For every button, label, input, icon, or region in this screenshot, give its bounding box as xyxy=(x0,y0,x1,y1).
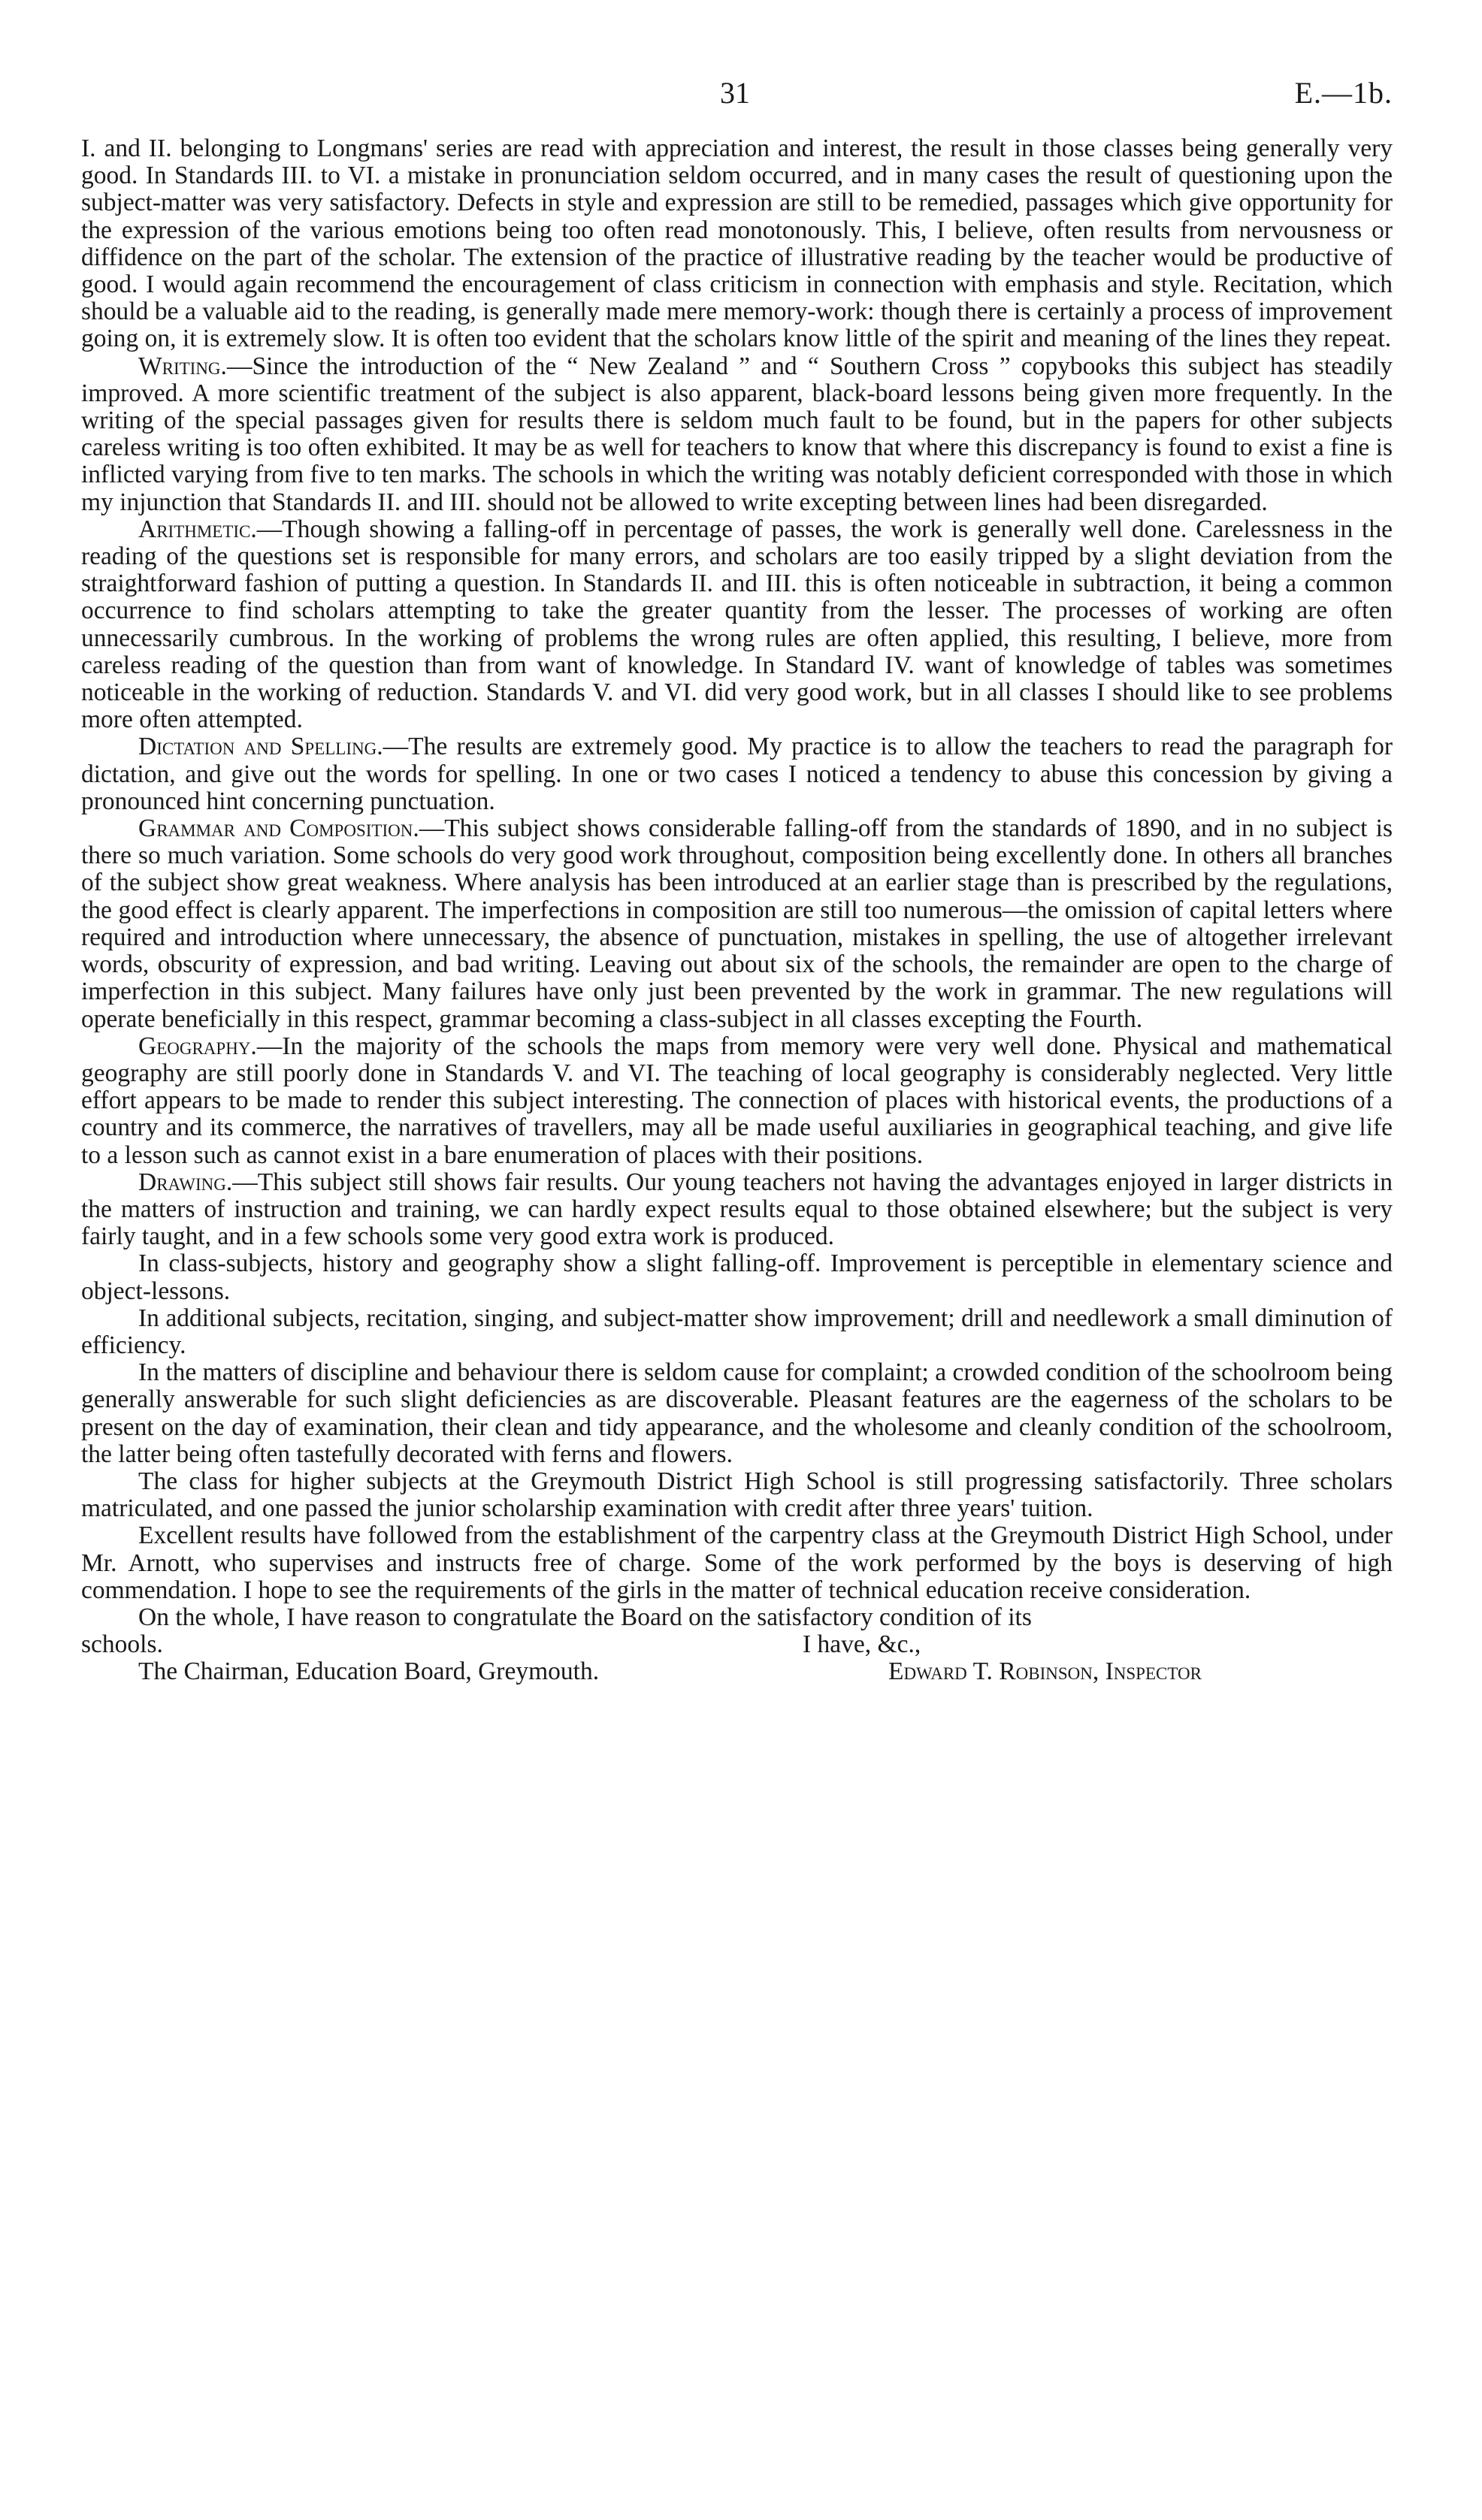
paragraph-discipline: In the matters of discipline and behaviour there is seldom cause for complaint; a crowded condition of the schoolroom being generally answerable for such slight deficiencies as are discoverable. Pleasant features are the eagerness of the scholars to be present on the day of examination, their clean and tidy appearance, and the wholesome and cleanly condition of the schoolroom, the latter being often tastefully decorated with ferns and flowers. xyxy=(81,1358,1393,1468)
section-text: —Since the introduction of the “ New Zealand ” and “ Southern Cross ” copybooks this subject has steadily improved. A more scientific treatment of the subject is also apparent, black-board lessons being given more frequently. In the writing of the special passages given for results there is seldom much fault to be found, but in the papers for other subjects careless writing is too often exhibited. It may be as well for teachers to know that where this discrepancy is found to exist a fine is inflicted varying from five to ten marks. The schools in which the writing was notably deficient corresponded with those in which my injunction that Standards II. and III. should not be allowed to write excepting between lines had been disregarded. xyxy=(81,352,1393,516)
intro-paragraph: I. and II. belonging to Longmans' series are read with appreciation and interest, the result in those classes being generally very good. In Standards III. to VI. a mistake in pronunciation seldom occurred, and in many cases the result of questioning upon the subject-matter was very satisfactory. Defects in style and expression are still to be remedied, passages which give opportunity for the expression of the various emotions being too often read monotonously. This, I believe, often results from nervousness or diffidence on the part of the scholar. The extension of the practice of illustrative reading by the teacher would be productive of good. I would again recommend the encouragement of class criticism in connection with emphasis and style. Recitation, which should be a valuable aid to the reading, is generally made mere memory-work: though there is certainly a process of improvement going on, it is extremely slow. It is often too evident that the scholars know little of the spirit and meaning of the lines they repeat. xyxy=(81,134,1393,353)
section-heading: Writing. xyxy=(138,352,227,380)
paragraph-higher-subjects: The class for higher subjects at the Greymouth District High School is still progressing satisfactorily. Three scholars matriculated, and one passed the junior scholarship examination with credit after three years' tuition. xyxy=(81,1467,1393,1523)
paragraph-class-subjects: In class-subjects, history and geography show a slight falling-off. Improvement is perceptible in elementary science and object-lessons. xyxy=(81,1249,1393,1305)
signature: Edward T. Robinson, Inspector xyxy=(888,1657,1202,1686)
section-writing xyxy=(81,353,1393,516)
addressee: The Chairman, Education Board, Greymouth. xyxy=(138,1657,600,1686)
document-reference: E.—1b. xyxy=(1294,76,1393,110)
closing-line xyxy=(81,1631,1393,1658)
section-heading: Drawing. xyxy=(138,1168,233,1196)
section-text: —This subject shows considerable falling-off from the standards of 1890, and in no subject is there so much variation. Some schools do very good work throughout, composition being excellently done. In others all branches of the subject show great weakness. Where analysis has been introduced at an earlier stage than is prescribed by the regulations, the good effect is clearly apparent. The imperfections in composition are still too numerous—the omission of capital letters where required and introduction where unnecessary, the absence of punctuation, mistakes in spelling, the use of altogether irrelevant words, obscurity of expression, and bad writing. Leaving out about six of the schools, the remainder are open to the charge of imperfection in this subject. Many failures have only just been prevented by the work in grammar. The new regulations will operate beneficially in this respect, grammar becoming a class-subject in all classes excepting the Fourth. xyxy=(81,814,1393,1033)
section-text: —This subject still shows fair results. Our young teachers not having the advantages enjoyed in larger districts in the matters of instruction and training, we can hardly expect results equal to those obtained elsewhere; but the subject is very fairly taught, and in a few schools some very good extra work is produced. xyxy=(81,1168,1393,1251)
section-heading: Arithmetic. xyxy=(138,515,257,543)
valediction: I have, &c., xyxy=(803,1630,921,1659)
page-number: 31 xyxy=(720,76,750,110)
paragraph-additional-subjects: In additional subjects, recitation, singing, and subject-matter show improvement; drill and needlework a small diminution of efficiency. xyxy=(81,1304,1393,1359)
section-heading: Grammar and Composition. xyxy=(138,814,419,843)
section-grammar xyxy=(81,815,1393,1033)
closing-last-word: schools. xyxy=(81,1630,163,1659)
closing-paragraph: On the whole, I have reason to congratulate the Board on the satisfactory condition of its xyxy=(138,1603,1032,1631)
paragraph-carpentry: Excellent results have followed from the establishment of the carpentry class at the Greymouth District High School, under Mr. Arnott, who supervises and instructs free of charge. Some of the work performed by the boys is deserving of high commendation. I hope to see the requirements of the girls in the matter of technical education receive consideration. xyxy=(81,1521,1393,1604)
document-page xyxy=(81,75,1393,1686)
section-heading: Dictation and Spelling. xyxy=(138,733,383,761)
section-heading: Geography. xyxy=(138,1032,257,1060)
section-text: —Though showing a falling-off in percentage of passes, the work is generally well done. Carelessness in the reading of the questions set is responsible for many errors, and scholars are too easily tripped by a slight deviation from the straightforward fashion of putting a question. In Standards II. and III. this is often noticeable in subtraction, it being a common occurrence to find scholars attempting to take the greater quantity from the lesser. The processes of working are often unnecessarily cumbrous. In the working of problems the wrong rules are often applied, this resulting, I believe, more from careless reading of the question than from want of knowledge. In Standard IV. want of knowledge of tables was sometimes noticeable in the working of reduction. Standards V. and VI. did very good work, but in all classes I should like to see problems more often attempted. xyxy=(81,515,1393,734)
section-drawing xyxy=(81,1169,1393,1251)
section-arithmetic xyxy=(81,516,1393,734)
section-dictation xyxy=(81,733,1393,815)
section-text: —The results are extremely good. My practice is to allow the teachers to read the paragraph for dictation, and give out the words for spelling. In one or two cases I noticed a tendency to abuse this concession by giving a pronounced hint concerning punctuation. xyxy=(81,733,1393,815)
report-body xyxy=(81,135,1393,1686)
section-text: —In the majority of the schools the maps from memory were very well done. Physical and mathematical geography are still poorly done in Standards V. and VI. The teaching of local geography is considerably neglected. Very little effort appears to be made to render this subject interesting. The connection of places with historical events, the productions of a country and its commerce, the narratives of travellers, may all be made useful auxiliaries in geographical teaching, and give life to a lesson such as cannot exist in a bare enumeration of places with their positions. xyxy=(81,1032,1393,1169)
signature-line xyxy=(81,1658,1393,1685)
page-header xyxy=(81,75,1393,123)
section-geography xyxy=(81,1033,1393,1169)
